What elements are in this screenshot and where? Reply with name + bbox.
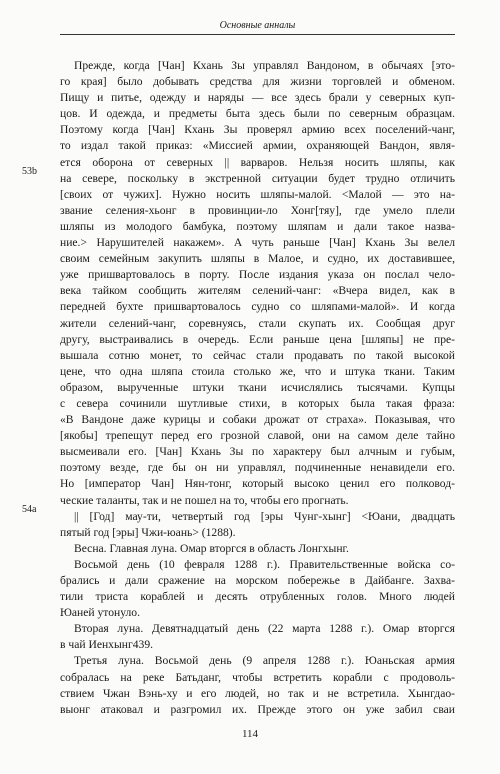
text-line: тили триста кораблей и десять отрубленных голов. Много людей [60,590,455,604]
text-line: «В Вандоне даже курицы и собаки дрожат от страха». Показывая, что [60,413,455,427]
text-line: ческие таланты, так и не пошел на то, чтобы его прогнать. [60,493,349,507]
text-line: своим семейным закупить шляпы в Малое, и судно, их доставившее, [60,252,455,266]
text-line: на севере, поскольку в экстренной ситуации будет трудно отличить [60,171,455,185]
running-header: Основные анналы [60,20,455,35]
text-line: с севера сочинили шутливые стихи, в которых была такая фраза: [60,396,455,410]
text-line: Пищу и питье, одежду и наряды — все здесь брали у северных куп- [60,91,455,105]
text-line: передней бухте пришвартовалось судно со шляпами-малой». И когда [60,300,455,314]
text-line: ется оборона от северных || варваров. Нельзя носить шляпы, как [60,155,455,169]
text-line: звание селения-хьонг в провинции-ло Хонг[тяу], где умело плели [60,203,455,217]
body-text [60,58,455,718]
text-line: Прежде, когда [Чан] Кхань Зы управлял Вандоном, в обычаях [это- [74,59,455,72]
text-line: брались и дали сражение на морском побережье в Дайбанге. Захва- [60,574,455,587]
margin-mark-53b: 53b [22,166,37,177]
text-line: ние.> Нарушителей накажем». А чуть раньше [Чан] Кхань Зы велел [60,236,455,250]
text-line: другу, выстраивались в очередь. Если раньше цена [шляпы] не пре- [60,332,455,346]
text-line: Юаней утонуло. [60,606,140,620]
text-line: вышала сотню монет, то сейчас стали продавать по такой высокой [60,348,455,362]
text-line: Поэтому когда [Чан] Кхань Зы проверял армию всех поселений-чанг, [60,123,455,137]
text-line: Вторая луна. Девятнадцатый день (22 марта 1288 г.). Омар вторгся [74,622,455,636]
text-line: собралась на реке Батьданг, чтобы встретить корабли с продоволь- [60,670,455,684]
text-line: высмеивали его. [Чан] Кхань Зы по характеру был алчным и губым, [60,445,455,459]
text-line: [своих от чужих]. Нужно носить шляпы-малой. <Малой — это на- [60,187,455,201]
text-line: ствием Чжан Вэнь-ху и его людей, но так и не встретила. Хынгдао- [60,686,455,700]
text-line: уже пришвартовалось в порту. После издания указа он послал чело- [60,268,455,282]
page-number: 114 [241,728,259,740]
text-line: образом, вырученные штуки ткани исчислялись тысячами. Купцы [60,380,455,394]
text-line: в чай Иенхынг439. [60,638,154,652]
text-line: Третья луна. Восьмой день (9 апреля 1288 г.). Юаньская армия [74,654,455,668]
text-line: цов. И одежда, и предметы быта здесь были по северным образцам. [60,107,455,121]
text-line: поэтому везде, где бы он ни управлял, подчиненные ненавидели его. [60,461,455,475]
text-line: жители селений-чанг, соревнуясь, стали скупать их. Сообщая друг [60,316,455,330]
text-line: Восьмой день (10 февраля 1288 г.). Правительственные войска со- [74,557,455,571]
text-line: выонг атаковал и разгромил их. Прежде этого он уже забил сваи [60,702,455,716]
text-line: го края] было добывать средства для жизни торговлей и обменом. [60,75,455,89]
text-line: Но [император Чан] Нян-тонг, который высоко ценил его полковод- [60,477,455,491]
margin-mark-54a: 54a [22,504,37,515]
text-line: || [Год] мау-ти, четвертый год [эры Чунг-хынг] <Юани, двадцать [74,509,455,523]
text-line: шляпы из молодого бамбука, поэтому шляпам и дали такое назва- [60,219,455,233]
text-line: то издал такой приказ: «Миссией армии, охраняющей Вандон, явля- [60,139,455,153]
text-line: пятый год [эры] Чжи-юань> (1288). [60,525,236,539]
text-line: цене, что одна шляпа стоила столько же, что и штука ткани. Таким [60,364,455,378]
text-line: Весна. Главная луна. Омар вторгся в область Лонгхынг. [74,541,349,555]
text-line: [якобы] трепещут перед его грозной славой, они на самом деле тайно [60,429,455,443]
text-line: века тайком сообщить жителям селений-чанг: «Вчера видел, как в [60,284,455,298]
